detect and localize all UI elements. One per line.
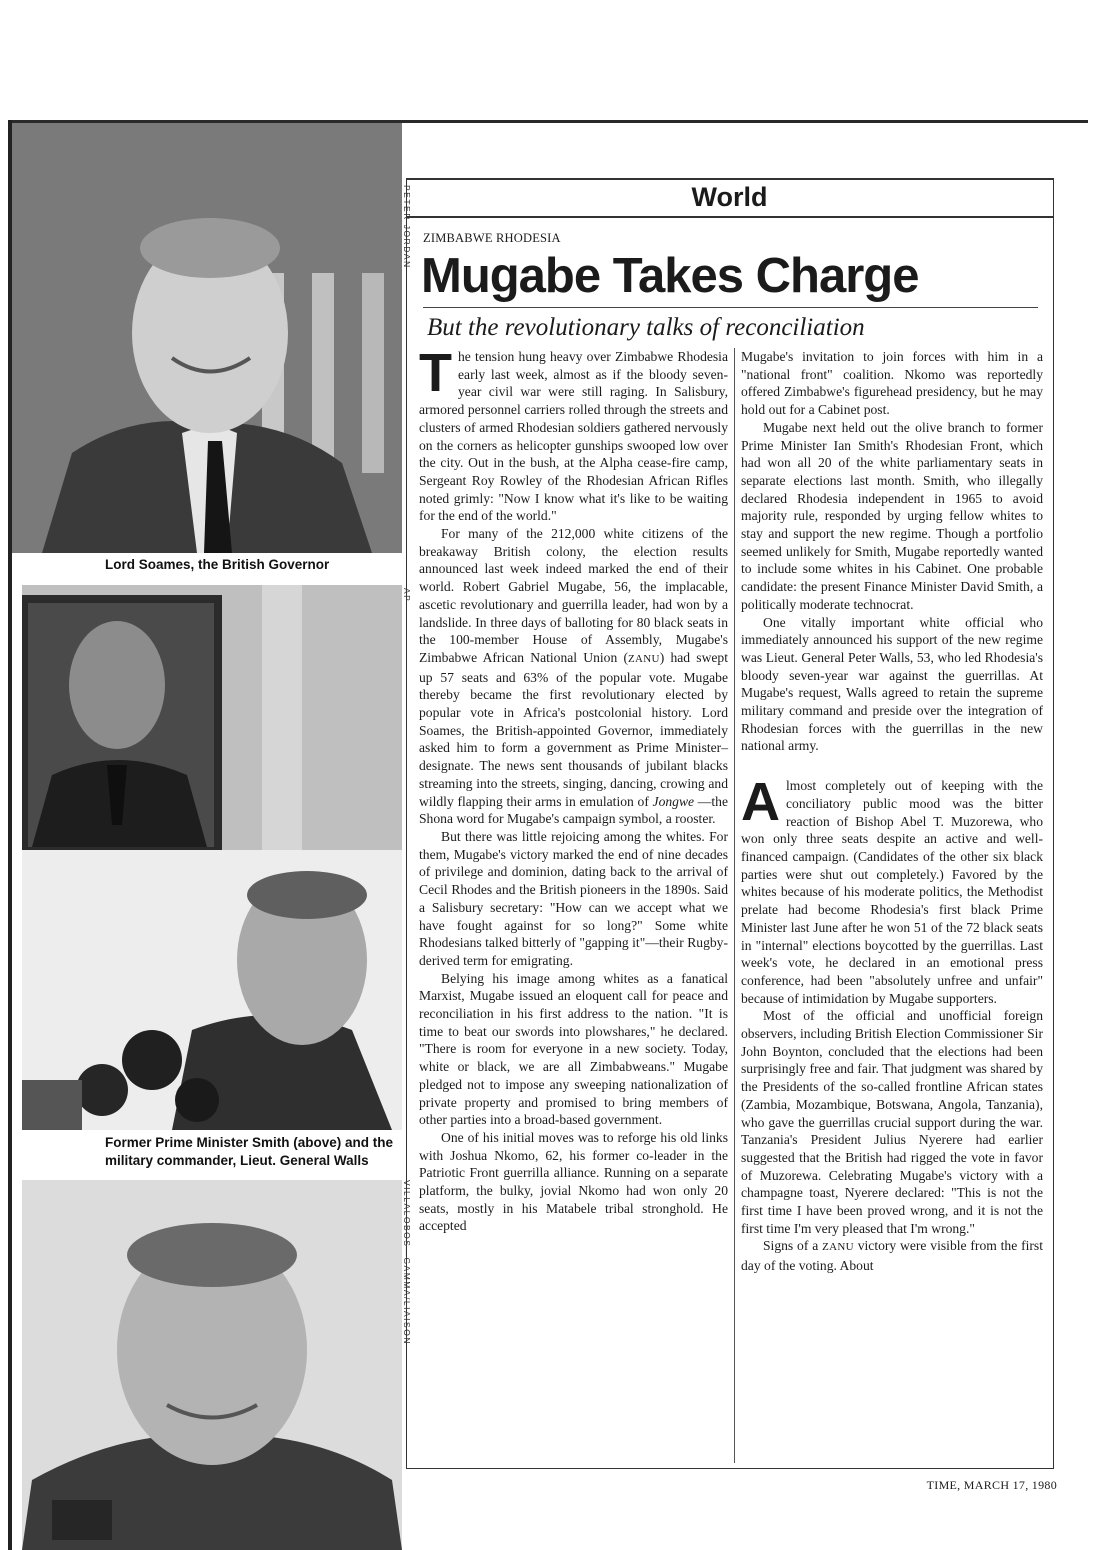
paragraph-11 bbox=[741, 1237, 1043, 1274]
photo-credit-2: AP bbox=[402, 588, 412, 603]
dropcap-a: A bbox=[741, 772, 780, 833]
kicker: ZIMBABWE RHODESIA bbox=[423, 231, 561, 245]
subhead: But the revolutionary talks of reconciliation bbox=[427, 314, 865, 341]
paragraph-1 bbox=[419, 343, 728, 525]
page-footer: TIME, MARCH 17, 1980 bbox=[926, 1478, 1057, 1492]
photo-ian-smith bbox=[22, 850, 402, 1130]
photo-lord-soames bbox=[12, 123, 402, 553]
photo-portrait-frame bbox=[22, 585, 402, 865]
paragraph-2-text-a: For many of the 212,000 white citizens of the breakaway British colony, the election results announced last week indeed marked the end of their world. Robert Gabriel Mugabe, 56, the implacable, ascetic revolutionary and guerrilla leader, had won by a landslide. In three days of balloting for 80 black seats in the 100-member House of Assembly, Mugabe's Zimbabwe African National Union ( bbox=[419, 526, 728, 665]
paragraph-9 bbox=[741, 772, 1043, 1007]
paragraph-4: Belying his image among whites as a fanatical Marxist, Mugabe issued an eloquent call for peace and reconciliation in his first address to the nation. "It is time to beat our swords into plowshares," he declared. "There is room for everyone in a new society. Today, white or black, we are all Zimbabweans." Mugabe pledged not to impose any sweeping nationalization of private property and promised to bring members of other parties into a broad-based government. bbox=[419, 970, 728, 1128]
paragraph-3: But there was little rejoicing among the whites. For them, Mugabe's victory marked the end of nine decades of privilege and dominion, dating back to the arrival of Cecil Rhodes and the British pioneers in the 1890s. Said a Salisbury secretary: "How can we accept what we have fought against for so long?" Some white Rhodesians talked bitterly of "gapping it"—their Rugby-derived term for emigrating. bbox=[419, 828, 728, 968]
zanu-acronym: ZANU bbox=[627, 652, 660, 665]
section-bar bbox=[406, 178, 1053, 218]
zanu-acronym-2: ZANU bbox=[822, 1241, 854, 1254]
paragraph-2-text-b: ) had swept up 57 seats and 63% of the popular vote. Mugabe thereby became the first revolutionary elected by popular vote in Africa's postcolonial history. Lord Soames, the British-appointed Governor, immediately asked him to form a government as Prime Minister–designate. The news sent thousands of jubilant blacks streaming into the streets, singing, dancing, crowing and wildly flapping their arms in emulation of bbox=[419, 649, 728, 809]
section-title: World bbox=[691, 182, 768, 212]
paragraph-8: One vitally important white official who immediately announced his support of the new regime was Lieut. General Peter Walls, 53, who led Rhodesia's bloody seven-year war against the guerrillas. At Mugabe's request, Walls agreed to retain the supreme military command and preside over the integration of Rhodesian forces with the guerrillas in the new national army. bbox=[741, 614, 1043, 754]
caption-soames: Lord Soames, the British Governor bbox=[105, 557, 330, 572]
column-2 bbox=[741, 348, 1043, 1275]
photo-credit-1: PETER JORDAN bbox=[402, 185, 412, 269]
paragraph-11-text-b: victory were visible from the first day of the voting. About bbox=[741, 1238, 1044, 1274]
photo-credit-3: VILLALOBOS—GAMMA/LIAISON bbox=[402, 1180, 412, 1345]
paragraph-11-text-a: Signs of a bbox=[763, 1238, 823, 1254]
paragraph-10: Most of the official and unofficial foreign observers, including British Election Commissioner Sir John Boynton, concluded that the elections had been surprisingly free and fair. That judgment was shared by the Presidents of the so-called frontline African states (Zambia, Mozambique, Botswana, Angola, Tanzania), who gave the guerrillas crucial support during the war. Tanzania's President Julius Nyerere had earlier suggested that the British had rigged the vote in favor of Muzorewa. Celebrating Mugabe's victory with a champagne toast, Nyerere declared: "This is not the first time I have been proved wrong, and it is not the first time I'm very pleased that I'm wrong." bbox=[741, 1008, 1043, 1236]
paragraph-6: Mugabe's invitation to join forces with him in a "national front" coalition. Nkomo was reportedly offered Zimbabwe's figurehead presidency, but he may hold out for a Cabinet post. bbox=[741, 349, 1043, 418]
headline: Mugabe Takes Charge bbox=[421, 249, 919, 303]
headline-rule bbox=[423, 307, 1038, 308]
column-rule bbox=[734, 348, 735, 1463]
column-1 bbox=[419, 343, 728, 1235]
caption-smith-walls: Former Prime Minister Smith (above) and the military commander, Lieut. General Walls bbox=[105, 1135, 394, 1168]
paragraph-1-text: he tension hung heavy over Zimbabwe Rhodesia early last week, almost as if the bloody seven-year civil war were still raging. In Salisbury, armored personnel carriers rolled through the streets and clusters of armed Rhodesian soldiers gathered nervously on the corners as helicopter gunships swooped low over the city. Out in the bush, at the Alpha cease-fire camp, Sergeant Roy Rowley of the Rhodesian African Rifles noted grimly: "Now I know what it's like to be waiting for the end of the world." bbox=[419, 349, 728, 524]
paragraph-9-text: lmost completely out of keeping with the conciliatory public mood was the bitter reaction of Bishop Abel T. Muzorewa, who won only three seats despite an active and well-financed campaign. (Candidates of the other six black parties were shut out completely.) Favored by the whites because of his moderate politics, the Methodist prelate had become Rhodesia's first black Prime Minister last June after he won 51 of the 72 black seats in "internal" elections boycotted by the guerrillas. Last week's vote, he declared in an emotional press conference, had been "absolutely unfree and unfair" because of intimidation by Mugabe supporters. bbox=[741, 778, 1043, 1006]
paragraph-5: One of his initial moves was to reforge his old links with Joshua Nkomo, 62, his former co-leader in the Patriotic Front guerrilla alliance. Running on a separate platform, the bulky, jovial Nkomo had won only 20 seats, mostly in his Matabele tribal stronghold. He accepted bbox=[419, 1129, 728, 1234]
photo-general-walls bbox=[22, 1180, 402, 1550]
dropcap-t: T bbox=[419, 343, 452, 403]
paragraph-2 bbox=[419, 525, 728, 828]
paragraph-7: Mugabe next held out the olive branch to former Prime Minister Ian Smith's Rhodesian Front, which had won all 20 of the white parliamentary seats in separate elections last month. Smith, who illegally declared Rhodesia independent in 1965 to avoid majority rule, responded by urging fellow whites to stay and support the new regime. Though a portfolio seemed unlikely for Smith, Mugabe reportedly wanted to include some whites in his Cabinet. One probable candidate: the present Finance Minister David Smith, a politically moderate technocrat. bbox=[741, 419, 1043, 612]
paragraph-2-text-c: —the Shona word for Mugabe's campaign symbol, a rooster. bbox=[419, 793, 728, 827]
jongwe-word: Jongwe bbox=[652, 793, 695, 809]
